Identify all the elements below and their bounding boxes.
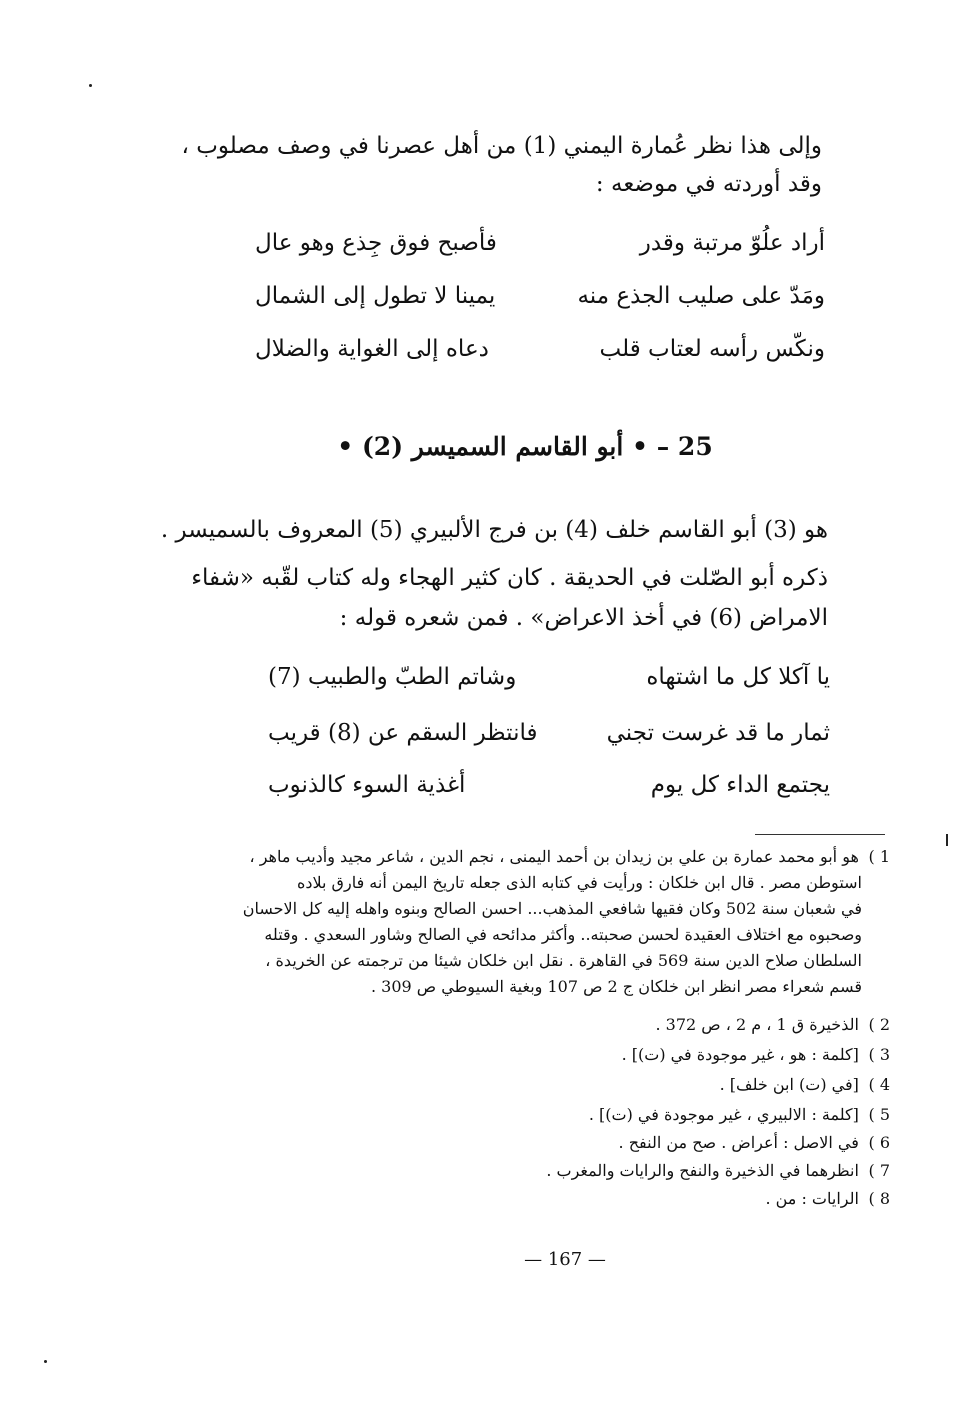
poem2-verse-1 — [268, 662, 830, 694]
footnote-3 — [622, 1042, 890, 1067]
footnote-6-number: 6 ) — [868, 1133, 890, 1152]
poem2-verse-2-first-hemistich: ثمار ما قد غرست تجني — [606, 720, 830, 746]
footnote-8 — [765, 1186, 890, 1211]
poem1-verse-3-first-hemistich: ونكّس رأسه لعتاب قلب — [599, 336, 825, 362]
footnote-1-line-6: قسم شعراء مصر انظر ابن خلكان ج 2 ص 107 وبغية السيوطي ص 309 . — [371, 977, 862, 996]
footnote-2 — [655, 1012, 890, 1037]
footnote-7-text: انظرهما في الذخيرة والنفح والرايات والمغرب . — [546, 1161, 859, 1180]
footnote-8-number: 8 ) — [868, 1189, 890, 1208]
intro-line-2: وقد أوردته في موضعه : — [595, 171, 822, 197]
footnote-3-text: [كلمة : هو ، غير موجودة في (ت)] . — [621, 1045, 859, 1064]
poem1-verse-1 — [255, 228, 825, 260]
footnote-1-number: 1 ) — [868, 847, 890, 866]
poem2-verse-3-second-hemistich: أغذية السوء كالذنوب — [268, 772, 466, 798]
footnote-4-text: [في (ت) ابن خلف] . — [719, 1075, 859, 1094]
poem1-verse-1-first-hemistich: أراد علُوّ مرتبة وقدر — [639, 230, 825, 256]
poem1-verse-3-second-hemistich: دعاه إلى الغواية والضلال — [255, 336, 489, 362]
poem2-verse-1-second-hemistich: وشاتم الطبّ والطبيب (7) — [268, 664, 517, 690]
footnote-1 — [249, 844, 890, 869]
poem2-verse-2 — [268, 718, 830, 750]
footnote-8-text: الرايات : من . — [765, 1189, 859, 1208]
page-number: — 167 — — [524, 1249, 606, 1270]
footnote-1-line-5: السلطان صلاح الدين سنة 569 في القاهرة . نقل ابن خلكان شيئا من ترجمته عن الخريدة ، — [265, 951, 862, 970]
section-heading: 25 – • أبو القاسم السميسر (2) • — [337, 432, 713, 461]
footnote-7-number: 7 ) — [868, 1161, 890, 1180]
footnote-4 — [720, 1072, 890, 1097]
footnote-1-line-4: وصحبوه مع اختلاف العقيدة لحسن صحبته.. وأكثر مدائحه في الصالح وشاور السعدي . وقتله — [264, 925, 862, 944]
poem1-verse-2 — [255, 281, 825, 313]
footnote-4-number: 4 ) — [868, 1075, 890, 1094]
footnote-3-number: 3 ) — [868, 1045, 890, 1064]
footnote-7 — [546, 1158, 890, 1183]
bio-line-2: ذكره أبو الصّلت في الحديقة . كان كثير الهجاء وله كتاب لقّبه «شفاء — [191, 565, 828, 591]
footnote-6-text: في الاصل : أعراض . صح من النفح . — [618, 1133, 859, 1152]
bio-line-1: هو (3) أبو القاسم خلف (4) بن فرج الألبيري (5) المعروف بالسميسر . — [160, 517, 828, 543]
footnote-5-text: [كلمة : الالبيري ، غير موجودة في (ت)] . — [588, 1105, 859, 1124]
poem2-verse-2-second-hemistich: فانتظر السقم عن (8) قريب — [268, 720, 538, 746]
footnote-1-line-2: استوطن مصر . قال ابن خلكان : ورأيت في كتابه الذى جعله تاريخ اليمن أنه فارق بلاده — [296, 873, 862, 892]
footnote-separator — [755, 834, 885, 835]
footnote-2-number: 2 ) — [868, 1015, 890, 1034]
poem1-verse-3 — [255, 334, 825, 366]
footnote-6 — [619, 1130, 890, 1155]
footnote-2-text: الذخيرة ق 1 ، م 2 ، ص 372 . — [655, 1015, 859, 1034]
footnote-1-line-1: هو أبو محمد عمارة بن علي بن زيدان بن أحمد اليمنى ، نجم الدين ، شاعر مجيد وأديب ماهر ، — [249, 847, 859, 866]
poem2-verse-3-first-hemistich: يجتمع الداء كل يوم — [650, 772, 830, 798]
scan-mark — [946, 834, 948, 846]
bio-line-3: الامراض (6) في أخذ الاعراض» . فمن شعره قوله : — [339, 605, 828, 631]
footnote-1-line-3: في شعبان سنة 502 وكان فقيها شافعي المذهب... احسن الصالح وبنوه واهله إليه كل الاحسان — [242, 899, 862, 918]
intro-line-1: وإلى هذا نظر عُمارة اليمني (1) من أهل عصرنا في وصف مصلوب ، — [181, 133, 822, 159]
footnote-5 — [589, 1102, 890, 1127]
poem1-verse-2-first-hemistich: ومَدّ على صليب الجذع منه — [577, 283, 825, 309]
scan-speck — [89, 84, 92, 87]
footnote-5-number: 5 ) — [868, 1105, 890, 1124]
scan-speck — [44, 1360, 47, 1363]
poem1-verse-1-second-hemistich: فأصبح فوق جِذع وهو عال — [255, 230, 497, 256]
poem2-verse-1-first-hemistich: يا آكلا كل ما اشتهاه — [646, 664, 830, 690]
poem1-verse-2-second-hemistich: يمينا لا تطول إلى الشمال — [255, 283, 496, 309]
poem2-verse-3 — [268, 770, 830, 802]
